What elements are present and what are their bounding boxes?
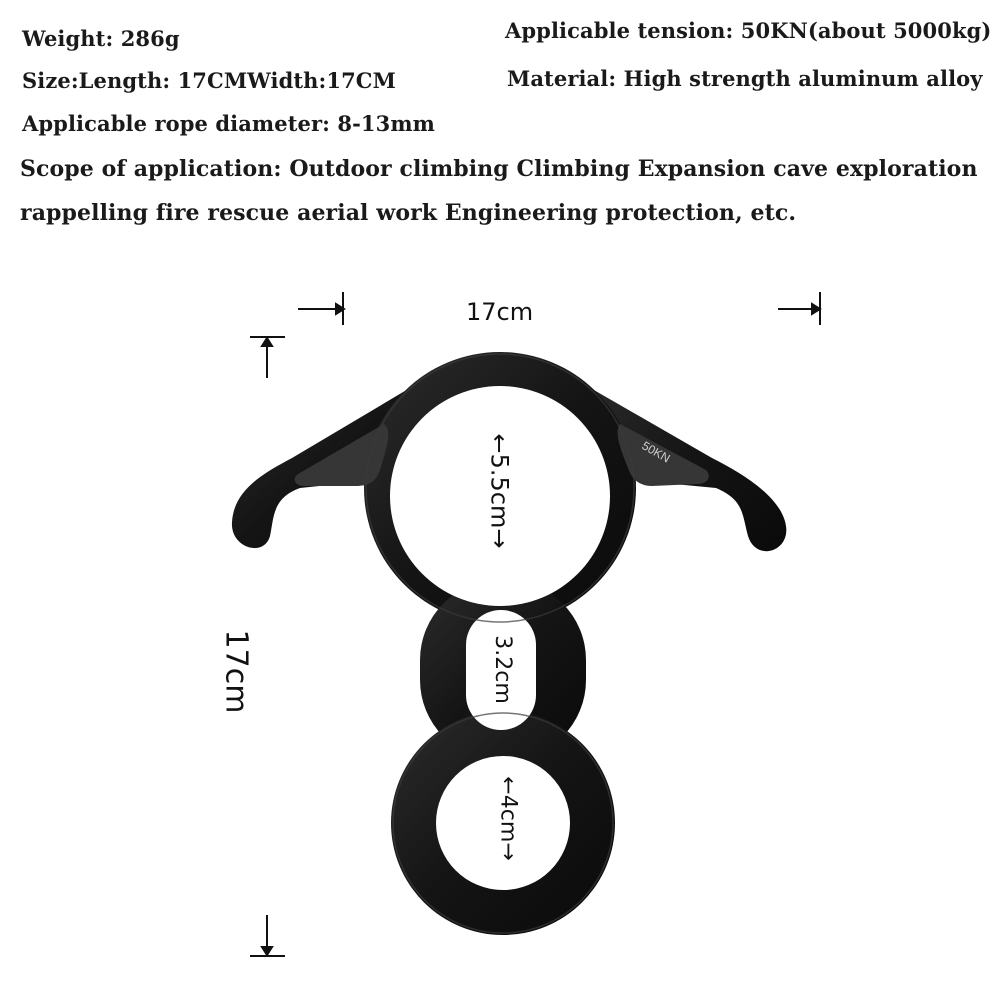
emboss-label-50kn: 50KN: [639, 438, 673, 466]
spec-tension: Applicable tension: 50KN(about 5000kg): [505, 18, 992, 43]
width-dimension-label: 17cm: [466, 298, 534, 326]
lower-hole-dimension-label: ←4cm→: [495, 776, 521, 861]
height-dimension-arrows: [250, 337, 285, 956]
width-dimension-arrows: [298, 292, 820, 325]
height-dimension-label: 17cm: [218, 629, 254, 714]
spec-scope-line1: Scope of application: Outdoor climbing Climbing Expansion cave exploration: [20, 156, 978, 182]
spec-material: Material: High strength aluminum alloy: [507, 66, 983, 91]
spec-scope-line2: rappelling fire rescue aerial work Engineering protection, etc.: [20, 200, 797, 226]
spec-rope-diameter: Applicable rope diameter: 8-13mm: [22, 111, 435, 136]
spec-weight: Weight: 286g: [22, 26, 180, 51]
middle-slot-dimension-label: 3.2cm: [489, 635, 515, 704]
upper-hole-dimension-label: ←5.5cm→: [485, 433, 514, 549]
spec-size: Size:Length: 17CMWidth:17CM: [22, 68, 396, 93]
